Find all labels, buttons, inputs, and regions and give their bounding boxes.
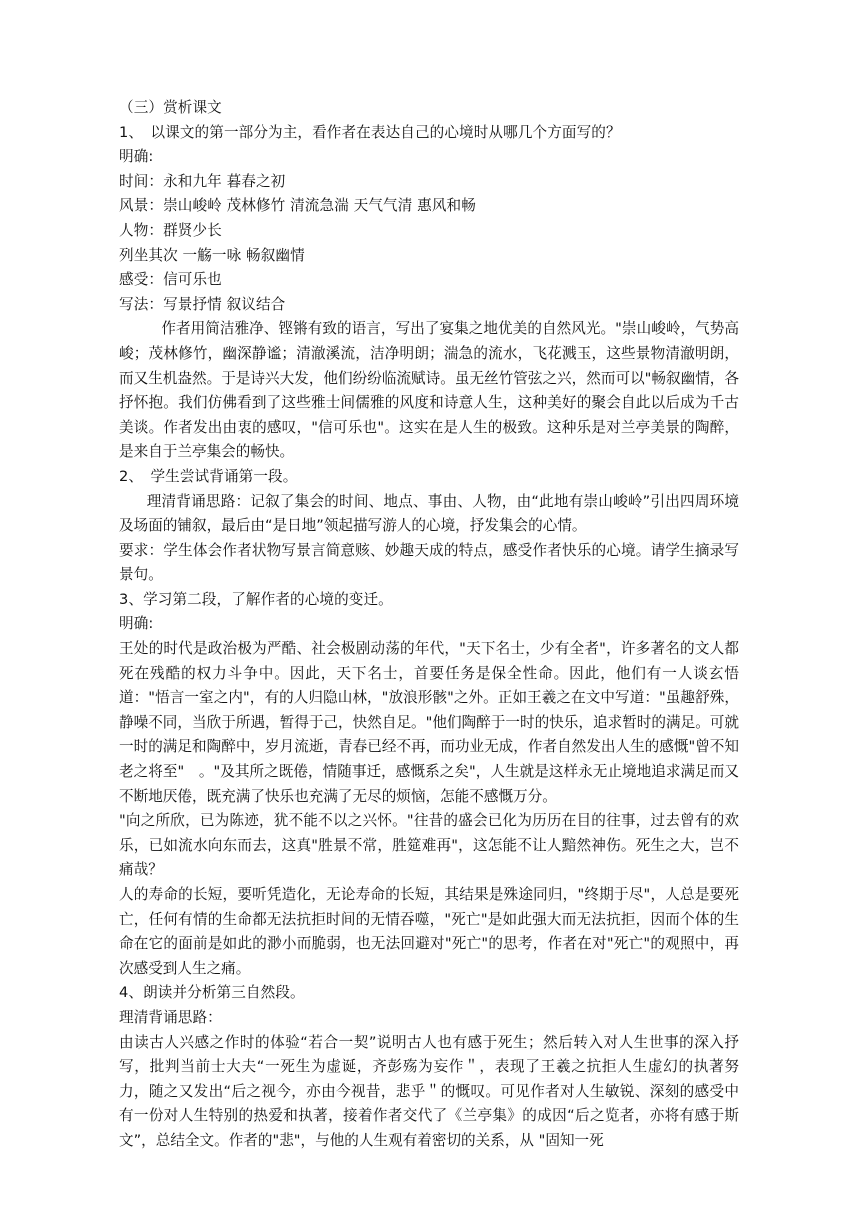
document-body <box>119 96 739 1154</box>
question-4: 4、朗读并分析第三自然段。 <box>119 984 305 1002</box>
feeling-line: 感受：信可乐也 <box>119 271 222 289</box>
method-line: 写法：写景抒情 叙议结合 <box>119 295 286 313</box>
section-heading: （三）赏析课文 <box>119 99 222 116</box>
people-line: 人物：群贤少长 <box>119 221 222 239</box>
paragraph-third-section: 由读古人兴感之作时的体验“若合一契”说明古人也有感于死生；然后转入对人生世事的深入抒写，批判当前士大夫“一死生为虚诞，齐彭殇为妄作＂，表现了王羲之抗拒人生虚幻的执著努力，随之又发出“后之视今，亦由今视昔，悲乎＂的慨叹。可见作者对人生敏锐、深刻的感受中有一份对人生特别的热爱和执著，接着作者交代了《兰亭集》的成因“后之览者，亦将有感于斯文”，总结全文。作者的"悲"，与他的人生观有着密切的关系，从 "固知一死 <box>119 1033 739 1149</box>
paragraph-analysis-1: 作者用简洁雅净、铿锵有致的语言，写出了宴集之地优美的自然风光。"崇山峻岭，气势高峻；茂林修竹，幽深静谧；清澈溪流，洁净明朗；湍急的流水，飞花溅玉，这些景物清澈明朗，而又生机盎然。于是诗兴大发，他们纷纷临流赋诗。虽无丝竹管弦之兴，然而可以"畅叙幽情，各抒怀抱。我们仿佛看到了这些雅士间儒雅的风度和诗意人生，这种美好的聚会自此以后成为千古美谈。作者发出由衷的感叹，"信可乐也"。这实在是人生的极致。这种乐是对兰亭美景的陶醉，是来自于兰亭集会的畅快。 <box>119 320 739 461</box>
answer-label-2: 明确: <box>119 615 154 633</box>
paragraph-mortality: 人的寿命的长短，要听凭造化，无论寿命的长短，其结果是殊途同归，"终期于尽"，人总是要死亡，任何有情的生命都无法抗拒时间的无情吞噬，"死亡"是如此强大而无法抗拒，因而个体的生命在它的面前是如此的渺小而脆弱，也无法回避对"死亡"的思考，作者在对"死亡"的观照中，再次感受到人生之痛。 <box>119 886 739 977</box>
time-line: 时间：永和九年 暮春之初 <box>119 172 286 190</box>
paragraph-requirement: 要求：学生体会作者状物写景言简意赅、妙趣天成的特点，感受作者快乐的心境。请学生摘录写景句。 <box>119 541 739 584</box>
scenery-line: 风景：崇山峻岭 茂林修竹 清流急湍 天气气清 惠风和畅 <box>119 197 476 215</box>
paragraph-era: 王处的时代是政治极为严酷、社会极剧动荡的年代，"天下名士，少有全者"，许多著名的文人都死在残酷的权力斗争中。因此，天下名士，首要任务是保全性命。因此，他们有一人谈玄悟道："悟言一室之内"，有的人归隐山林，"放浪形骸"之外。正如王羲之在文中写道："虽趣舒殊，静噪不同，当欣于所遇，暂得于己，快然自足。"他们陶醉于一时的快乐，追求暂时的满足。可就一时的满足和陶醉中，岁月流逝，青春已经不再，而功业无成，作者自然发出人生的感慨"曾不知老之将至" 。"及其所之既倦，情随事迁，感慨系之矣"，人生就是这样永无止境地追求满足而又不断地厌倦，既充满了快乐也充满了无尽的烦恼，怎能不感慨万分。 <box>119 640 739 805</box>
question-3: 3、学习第二段，了解作者的心境的变迁。 <box>119 590 393 608</box>
question-1: 1、 以课文的第一部分为主，看作者在表达自己的心境时从哪几个方面写的？ <box>119 123 621 141</box>
paragraph-past-joy: "向之所欣，已为陈迹，犹不能不以之兴怀。"往昔的盛会已化为历历在目的往事，过去曾有的欢乐，已如流水向东而去，这真"胜景不常，胜筵难再"，这怎能不让人黯然神伤。死生之大，岂不痛哉？ <box>119 812 739 879</box>
paragraph-recite-outline: 理清背诵思路：记叙了集会的时间、地点、事由、人物，由“此地有崇山峻岭”引出四周环境及场面的铺叙，最后由“是日地”领起描写游人的心境，抒发集会的心情。 <box>119 492 739 535</box>
answer-label: 明确: <box>119 148 154 166</box>
recite-outline-label: 理清背诵思路： <box>119 1008 222 1026</box>
seating-line: 列坐其次 一觞一咏 畅叙幽情 <box>119 246 305 264</box>
question-2: 2、 学生尝试背诵第一段。 <box>119 467 298 485</box>
